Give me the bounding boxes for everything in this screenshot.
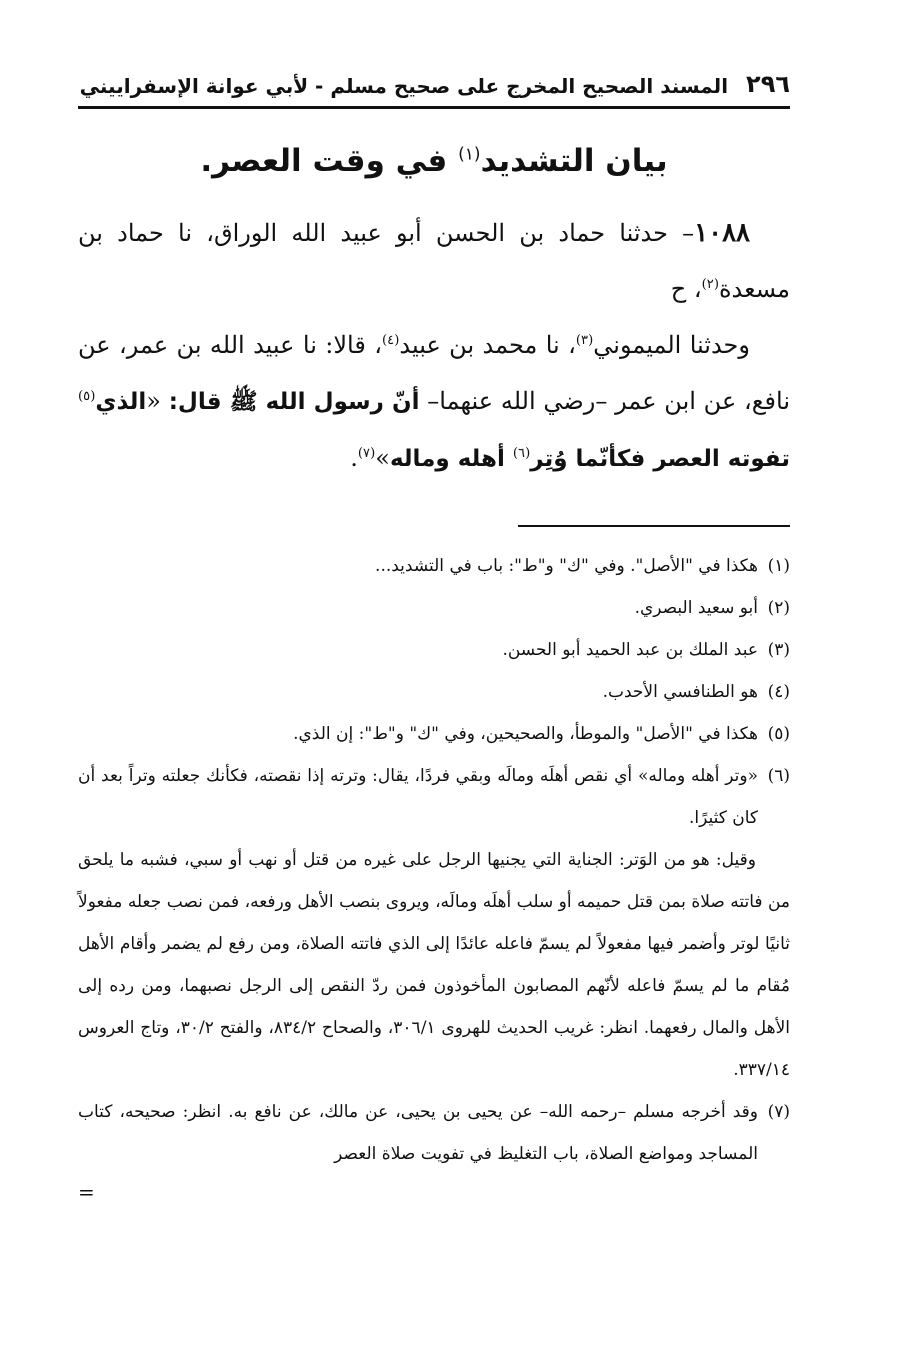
footnote-5 bbox=[78, 713, 790, 755]
chapter-title-main: بيان التشديد bbox=[480, 143, 668, 179]
footnote-ref-4: (٤) bbox=[381, 333, 400, 348]
footnote-2 bbox=[78, 587, 790, 629]
footnote-number: (٣) bbox=[767, 640, 790, 660]
hadith-quote-close: » bbox=[375, 444, 390, 472]
hadith-matn-1: الذي bbox=[95, 389, 147, 415]
footnote-ref-6: (٦) bbox=[512, 446, 531, 461]
footnote-number: (٥) bbox=[767, 724, 790, 744]
hadith-end-period: . bbox=[350, 444, 358, 472]
footnote-1 bbox=[78, 545, 790, 587]
footnote-6 bbox=[78, 755, 790, 839]
footnote-ref-5: (٥) bbox=[78, 389, 96, 404]
hadith-isnad-1-end: ، ح bbox=[670, 275, 702, 303]
chapter-title-rest: في وقت العصر. bbox=[200, 143, 459, 179]
footnote-ref-7: (٧) bbox=[357, 446, 376, 461]
footnote-number: (٤) bbox=[767, 682, 790, 702]
footnote-number: (٧) bbox=[767, 1102, 790, 1122]
footnote-3 bbox=[78, 629, 790, 671]
hadith-quote-open: « bbox=[146, 387, 169, 415]
hadith-isnad-2c: ، قالا: نا عبيد الله بن عمر، عن نافع، عن ابن عمر –رضي الله عنهما– bbox=[78, 331, 790, 415]
hadith-paragraph-1 bbox=[78, 205, 790, 317]
continuation-mark: = bbox=[78, 1180, 95, 1204]
hadith-isnad-2b: ، نا محمد بن عبيد bbox=[399, 331, 576, 359]
hadith-number: ١٠٨٨ bbox=[694, 218, 750, 248]
footnote-text: عبد الملك بن عبد الحميد أبو الحسن. bbox=[502, 640, 758, 660]
hadith-paragraph-2 bbox=[78, 317, 790, 487]
footnote-separator bbox=[518, 525, 790, 527]
footnote-text: هكذا في "الأصل". وفي "ك" و"ط": باب في التشديد... bbox=[375, 556, 758, 576]
hadith-matn-2: تفوته العصر فكأنّما وُتِر bbox=[530, 446, 790, 472]
hadith-isnad-1: – حدثنا حماد بن الحسن أبو عبيد الله الوراق، نا حماد بن مسعدة bbox=[78, 219, 790, 303]
hadith-attribution: أنّ رسول الله ﷺ قال: bbox=[168, 389, 420, 415]
footnote-ref-3: (٣) bbox=[575, 333, 594, 348]
footnote-4 bbox=[78, 671, 790, 713]
footnote-text: أبو سعيد البصري. bbox=[634, 598, 758, 618]
footnote-number: (٢) bbox=[767, 598, 790, 618]
footnote-text: «وتر أهله وماله» أي نقص أهلَه ومالَه وبقي فردًا، يقال: وترته إذا نقصته، فكأنك جعلته وتراً بعد أن كان كثيرًا. bbox=[78, 766, 758, 828]
footnote-number: (٦) bbox=[767, 766, 790, 786]
running-title: المسند الصحيح المخرج على صحيح مسلم - لأبي عوانة الإسفراييني bbox=[79, 74, 729, 98]
footnote-ref-2: (٢) bbox=[701, 277, 719, 292]
hadith-text bbox=[78, 205, 790, 487]
hadith-isnad-2a: وحدثنا الميموني bbox=[593, 331, 750, 359]
footnote-ref-1: (١) bbox=[458, 144, 481, 165]
page-number: ٢٩٦ bbox=[746, 70, 790, 98]
hadith-matn-3: أهله وماله bbox=[389, 446, 513, 472]
running-header bbox=[78, 58, 790, 98]
footnote-number: (١) bbox=[767, 556, 790, 576]
book-page bbox=[78, 58, 790, 1207]
header-rule bbox=[78, 106, 790, 109]
footnote-7 bbox=[78, 1091, 790, 1175]
footnote-6-continuation: وقيل: هو من الوَتر: الجناية التي يجنيها الرجل على غيره من قتل أو نهب أو سبي، فشبه ما يلحق من فاتته صلاة بمن قتل حميمه أو سلب أهلَه ومالَه، ويروى بنصب الأهل ورفعه، فمن نصب جعله مفعولاً ثانيًا لوتر وأضمر فيها مفعولاً لم يسمّ فاعله عائدًا إلى الذي فاتته الصلاة، ومن رفع لم يضمر وأقام الأهل مُقام ما لم يسمّ فاعله لأنّهم المصابون المأخوذون فمن ردّ النقص إلى الرجل نصبهما، ومن رده إلى الأهل والمال رفعهما. انظر: غريب الحديث للهروى ٣٠٦/١، والصحاح ٨٣٤/٢، والفتح ٣٠/٢، وتاج العروس ٣٣٧/١٤. bbox=[78, 850, 790, 1080]
chapter-title bbox=[78, 143, 790, 179]
footnote-text: هكذا في "الأصل" والموطأ، والصحيحين، وفي "ك" و"ط": إن الذي. bbox=[293, 724, 758, 744]
footnote-text: وقد أخرجه مسلم –رحمه الله– عن يحيى بن يحيى، عن مالك، عن نافع به. انظر: صحيحه، كتاب المساجد ومواضع الصلاة، باب التغليظ في تفويت صلاة العصر bbox=[78, 1102, 758, 1164]
footnote-text: هو الطنافسي الأحدب. bbox=[602, 682, 758, 702]
footnotes bbox=[78, 545, 790, 1207]
